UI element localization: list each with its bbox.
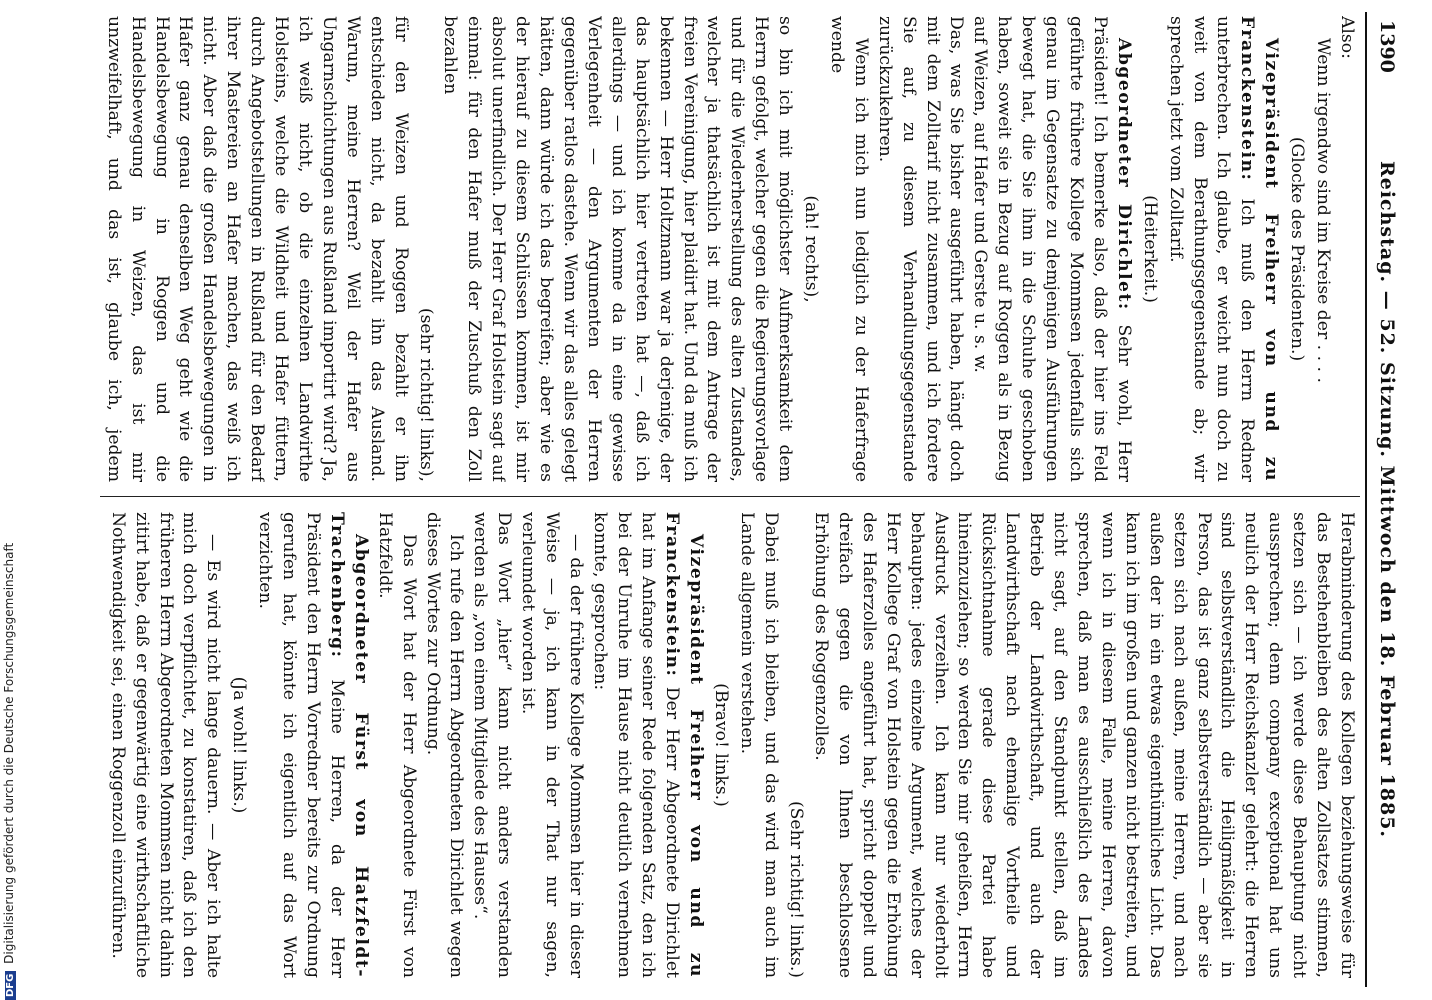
paragraph-text: Sehr wohl, Herr Präsident! Ich bemerke also, daß der hier ins Feld geführte frühere Kollege Mommsen jedenfalls sich genau im Gegensatze zu demjenigen Ausführungen bewegt hat, die Sie ihm in die Schuhe geschoben haben, soweit sie in Bezug auf Roggen als in Bezug auf Weizen, auf Hafer und Gerste u. s. w. xyxy=(970,16,1134,482)
speaker-name: Vizepräsident Freiherr von und zu Franckenstein: xyxy=(1237,16,1282,482)
paragraph xyxy=(103,16,412,482)
left-column xyxy=(103,16,1358,482)
paragraph xyxy=(105,512,225,978)
paragraph-text: Meine Herren, da der Herr Präsident den Herrn Vorredner bereits zur Ordnung gerufen hat, könnte ich eigentlich auf das Wort verzichten. xyxy=(255,512,347,978)
stage-direction xyxy=(783,512,807,978)
paragraph-text: (Ja wohl! links.) xyxy=(229,676,250,814)
page-header xyxy=(1368,12,1400,987)
paragraph-text: Ich rufe den Herrn Abgeordneten Dirichlet wegen dieses Wortes zur Ordnung. xyxy=(422,512,467,978)
paragraph-text: so bin ich mit möglichster Aufmerksamkeit dem Herrn gefolgt, welcher gegen die Regierungsvorlage und für die Wiederherstellung des alten Zustandes, welcher ja thatsächlich ist mit dem Antrage der freien Vereinigung, hier plaidirt hat. Und da muß ich bekennen — Herr Holtzmann war ja derjenige, der das hauptsächlich hier vertreten hat —, daß ich allerdings — und ich komme da in eine gewisse Verlegenheit — den Argumenten der Herren gegenüber ratlos dastehe. Wenn wir das alles gelegt hätten, dann würde ich das begreifen; aber wie es der hierauf zu diesem Schlüssen kommen, ist mir absolut unerfindlich. Der Herr Graf Holstein sagt auf einmal: für den Hafer muß der Zuschuß den Zoll bezahlen xyxy=(440,16,796,482)
paragraph-text: Wenn irgendwo sind im Kreise der . . . . xyxy=(1313,38,1334,383)
paragraph xyxy=(587,512,707,978)
paragraph-text: für den Weizen und Roggen bezahlt er ihn entschieden nicht, da bezahlt ihn das Ausland. Warum, meine Herren? Weil der Hafer aus Ungarnschichtungen aus Rußland importirt wird? Ja, ich weiß nicht, ob die einzelnen Landwirthe Holsteins, welche die Wildheit und Hafer füttern, durch Angebotstellungen in Rußland für den Bedarf ihrer Mastereien an Hafer machen, das weiß ich nicht. Aber daß die großen Handelsbewegungen in Hafer ganz genau denselben Weg geht wie die Handelsbewegung in Roggen und die Handelsbewegung in Weizen, das ist mir unzweifelhaft, und das ist, glaube ich, jedem xyxy=(103,16,411,482)
paragraph xyxy=(1310,16,1334,482)
paragraph-text: (Bravo! links.) xyxy=(711,683,732,807)
header-rule xyxy=(1365,12,1367,987)
paragraph xyxy=(968,16,1135,482)
paragraph-text: — Es wird nicht lange dauern. — Aber ich halte mich doch verpflichtet, zu konstatiren, daß ich den früheren Herrn Abgeordneten Mommsen nicht dahin zitirt habe, daß er gegenwärtig eine wirthschaftliche Nothwendigkeit sei, einen Roggenzoll einzuführen. xyxy=(107,512,224,978)
dfg-logo: DFG xyxy=(5,971,16,1000)
speaker-name: Vizepräsident Freiherr von und zu Franckenstein: xyxy=(661,512,706,978)
paragraph xyxy=(420,512,468,978)
paragraph-text: Dabei muß ich bleiben, und das wird man auch im Lande allgemein verstehen. xyxy=(737,512,782,978)
page-title: Reichstag. — 52. Sitzung. Mittwoch den 18. Februar 1885. xyxy=(1376,160,1398,839)
paragraph-text: (Sehr richtig! links.) xyxy=(786,800,807,978)
speaker-name: Abgeordneter Dirichlet: xyxy=(1113,38,1134,311)
paragraph xyxy=(1163,16,1283,482)
paragraph xyxy=(824,16,872,482)
stage-direction xyxy=(798,16,822,482)
funding-text: Digitalisierung gefördert durch die Deutsche Forschungsgemeinschaft xyxy=(2,542,16,964)
paragraph-text: Das Wort „hier“ kann nicht anders verstanden werden als „von einem Mitgliede des Hauses“. xyxy=(470,512,515,978)
paragraph-text: (sehr richtig! links), xyxy=(415,307,436,482)
paragraph-text: Wenn ich mich nun lediglich zu der Haferfrage wende xyxy=(826,16,871,482)
speaker-name: Abgeordneter Fürst von Hatzfeldt-Trachenberg: xyxy=(326,512,371,978)
paragraph xyxy=(515,512,587,978)
paragraph xyxy=(734,512,782,978)
paragraph-text: Das Wort hat der Herr Abgeordnete Fürst von Hatzfeldt. xyxy=(374,512,419,978)
stage-direction xyxy=(709,512,733,978)
right-column xyxy=(103,512,1358,978)
stage-direction xyxy=(1284,16,1308,482)
paragraph-text: Also: xyxy=(1337,16,1357,59)
paragraph-text: Herabminderung des Kollegen beziehungsweise für das Bestehenbleiben des alten Zollsatzes stimmen, setzen sich — ich werde diese Behauptung nicht aussprechen; denn company exceptional hat uns neulich der Herr Reichskanzler gelehrt: die Herren sind selbstverständlich die Heiligmäßigkeit in Person, das ist ganz selbstverständlich — aber sie setzen sich nach außen, meine Herren, und nach außen der in ein etwas eigenthümliches Licht. Das kann ich im großen und ganzen nicht bestreiten, und wenn ich in diesem Falle, meine Herren, davon sprechen, daß man es ausschließlich des Landes nicht sagt, auf den Standpunkt stellen, daß im Betrieb der Landwirthschaft, und auch der Landwirthschaft nach ehemalige Vortheile und Rücksichtnahme gerade diese Partei habe hineinzuziehen; so werden Sie mir geheißen, Herrn Ausdruck verzeihen. Ich kann nur wiederholt behaupten: jedes einzelne Argument, welches der Herr Kollege Graf von Holstein gegen die Erhöhung des Haferzolles angeführt hat, spricht doppelt und dreifach gegen die von Ihnen beschlossene Erhöhung des Roggenzolles. xyxy=(811,512,1357,978)
paragraph-text: (Glocke des Präsidenten.) xyxy=(1287,136,1308,362)
paragraph-text: Der Herr Abgeordnete Dirichlet hat im Anfange seiner Rede folgenden Satz, den ich bei der Unruhe im Hause nicht deutlich vernehmen konnte, gesprochen: xyxy=(589,512,682,978)
paragraph xyxy=(438,16,797,482)
paragraph xyxy=(872,16,968,482)
paragraph xyxy=(467,512,515,978)
newspaper-page xyxy=(90,12,1400,987)
stage-direction xyxy=(226,512,250,978)
column-divider xyxy=(100,496,1360,497)
funding-note xyxy=(2,543,16,1000)
stage-direction xyxy=(1137,16,1161,482)
paragraph-text: (ah! rechts), xyxy=(801,195,822,303)
page-number: 1390 xyxy=(1376,20,1398,73)
paragraph-text: Ich muß den Herrn Redner unterbrechen. Ich glaube, er weicht nun doch zu weit von dem Berathungsgegenstande ab; wir sprechen jetzt vom Zolltarif. xyxy=(1165,16,1258,482)
paragraph-text: (Heiterkeit.) xyxy=(1139,195,1160,303)
paragraph xyxy=(1334,16,1358,482)
paragraph-text: Das, was Sie bisher ausgeführt haben, hängt doch mit dem Zolltarif nicht zusammen, und ich fordere Sie auf, zu diesem Verhandlungsgegenstande zurückzukehren. xyxy=(874,16,967,482)
paragraph xyxy=(372,512,420,978)
paragraph xyxy=(252,512,372,978)
paragraph-text: — da der frühere Kollege Mommsen hier in dieser Weise — ja, ich kann in der That nur sagen, verleumdet worden ist. xyxy=(518,512,586,978)
stage-direction xyxy=(413,16,437,482)
paragraph xyxy=(808,512,1358,978)
